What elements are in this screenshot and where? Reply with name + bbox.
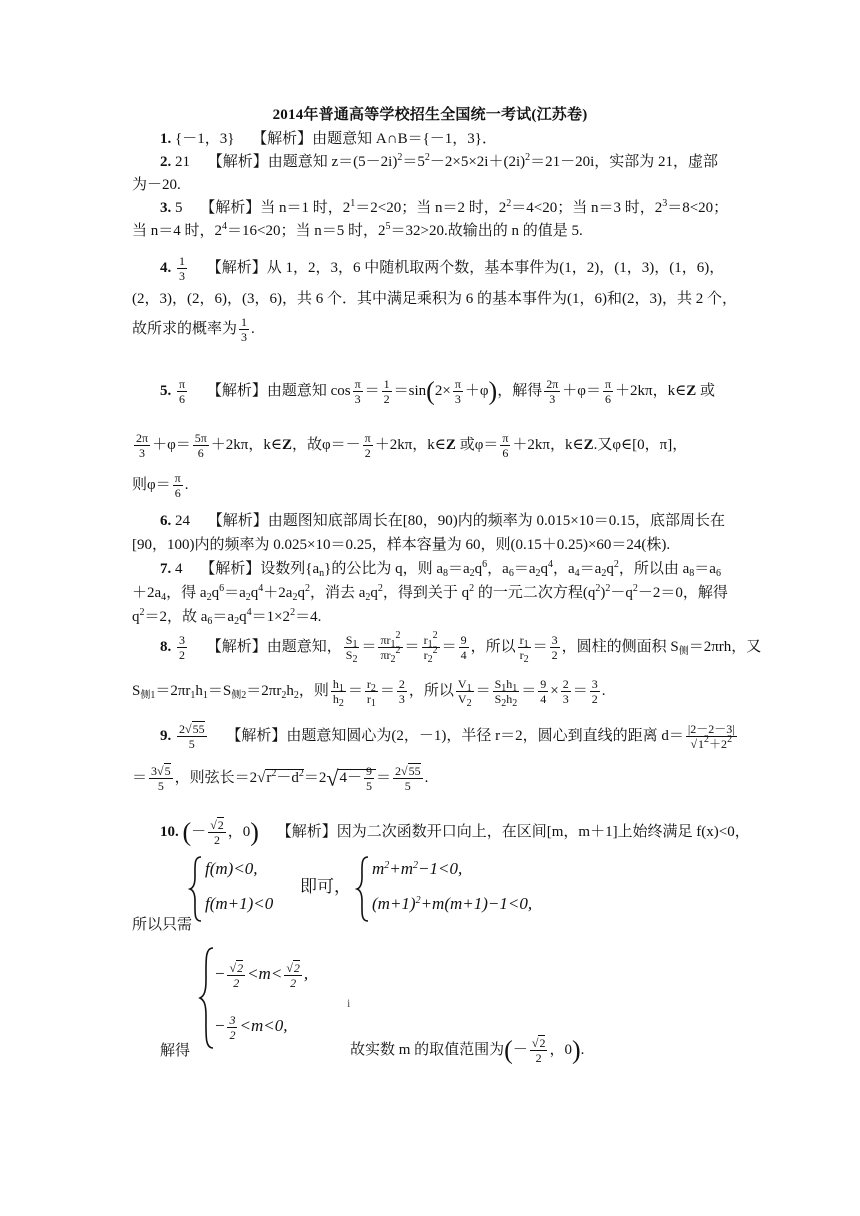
- question-number: 1.: [160, 131, 172, 147]
- analysis-text: $S_{侧1}=2\pi r_1h_1=S_{侧2}=2\pi r_2h_2$，则 $\frac{h_1}{h_2}$ ＝ $\frac{r_2}{r_1}$ ＝ $\frac{2}{3}$ ，所以 $\frac{V_1}{V_2}$ ＝ $\frac{S_1h_1}{S_2h_2}$ ＝ $\frac{9}{4}$ × $\frac{2}{3}$ ＝ $\frac{3}{2}$ .: [132, 677, 606, 710]
- question-8: 8. $\frac{3}{2}$ 【解析】由题意知， $\frac{S_1}{S_2}$ ＝ $\frac{\pi r_1^2}{\pi r_2^2}$ ＝ $\frac{r_1^2}{r_2^2}$ ＝ $\frac{9}{4}$ ，所以 $\frac{r_1}{r_2}$ ＝ $\frac{3}{2}$ ，圆柱的侧面积 $S_侧=2\pi rh$，又: [160, 630, 762, 666]
- analysis-text: $+2a_4$，得 $a_2q^6=a_2q^4+2a_2q^2$，消去 $a_2q^2$，得到关于 $q^2$ 的一元二次方程$(q^2)^2-q^2-2=0$，解得: [132, 583, 728, 603]
- question-1: [160, 128, 497, 150]
- question-number: 5.: [160, 383, 172, 399]
- question-number: 7.: [160, 561, 172, 577]
- analysis-tag: 【解析】: [226, 728, 287, 744]
- answer: 24: [175, 513, 190, 529]
- left-brace: [188, 855, 204, 923]
- condition-line: $(m+1)^2+m(m+1)-1<0$,: [372, 894, 533, 913]
- question-3: 3. 5 【解析】当 n＝1 时，$2^1=2<20$；当 n＝2 时，$2^2=4<20$；当 n＝3 时，$2^3=8<20$；: [160, 198, 729, 216]
- answer-fraction: $\frac{1}{3}$: [179, 254, 185, 284]
- analysis-text: 从 1，2，3，6 中随机取两个数，基本事件为(1，2)，(1，3)，(1，6)，: [266, 260, 725, 276]
- analysis-text: 则φ＝ $\frac{\pi}{6}$ .: [132, 471, 189, 501]
- question-number: 4.: [160, 260, 172, 276]
- question-number: 9.: [160, 728, 172, 744]
- condition-line: f(m+1)<0: [205, 894, 274, 913]
- condition-line: − $\frac{3}{2}$ <m<0,: [214, 1012, 288, 1042]
- condition-line: − $\frac{√2}{2}$ <m< $\frac{√2}{2}$ ,: [214, 960, 309, 990]
- analysis-tag: 【解析】: [206, 260, 267, 276]
- condition-line: f(m)<0,: [205, 859, 258, 878]
- analysis-text: 为－20.: [132, 177, 181, 193]
- analysis-text: $q^2=2$，故 $a_6=a_2q^4=1\times 2^2=4$.: [132, 607, 322, 627]
- answer: 21: [175, 154, 190, 170]
- analysis-text: 由题意知 A∩B＝{－1，3}．: [312, 131, 497, 147]
- answer-interval: (－ $\frac{√2}{2}$ ，0): [182, 817, 259, 848]
- analysis-text: 故所求的概率为 $\frac{1}{3}$ .: [132, 315, 255, 345]
- analysis-text: 当 n＝4 时，$2^4=16<20$；当 n＝5 时，$2^5=32>20$.故输出的 n 的值是 5.: [132, 221, 583, 239]
- analysis-text: 所以只需: [132, 917, 193, 933]
- answer-fraction: $\frac{\pi}{6}$: [179, 377, 186, 407]
- question-number: 6.: [160, 513, 172, 529]
- answer-fraction: $\frac{3}{2}$: [179, 633, 185, 663]
- analysis-tag: 【解析】: [207, 154, 268, 170]
- question-number: 2.: [160, 154, 172, 170]
- question-number: 10.: [160, 824, 179, 840]
- analysis-text: 解得: [160, 1043, 191, 1059]
- question-4: [160, 248, 724, 288]
- page-title: 2014年普通高等学校招生全国统一考试(江苏卷): [272, 107, 588, 123]
- condition-line: $m^2+m^2-1<0$,: [372, 859, 463, 878]
- question-6: [160, 510, 725, 532]
- analysis-text: ＝ $\frac{3√5}{5}$ ，则弦长$=2√r^2-d^2=2√4-$ $\frac{9}{5}$ ＝ $\frac{2√55}{5}$ .: [132, 764, 429, 794]
- analysis-text: $\frac{2\pi}{3}$ ＋φ＝ $\frac{5\pi}{6}$ ＋2kπ，k∈Z，故φ＝－ $\frac{\pi}{2}$ ＋2kπ，k∈Z 或φ＝ $\frac{\pi}{6}$ ＋2kπ，k∈Z.又φ∈[0，π]，: [136, 431, 688, 461]
- analysis-tag: 【解析】: [206, 383, 267, 399]
- analysis-text: 由题图知底部周长在[80，90)内的频率为 0.015×10＝0.15，底部周长在: [267, 513, 725, 529]
- question-5: 5. $\frac{\pi}{6}$ 【解析】由题意知 cos $\frac{\pi}{3}$ ＝ $\frac{1}{2}$ ＝sin(2× $\frac{\pi}{3}$ ＋φ)，解得 $\frac{2\pi}{3}$ ＋φ＝ $\frac{\pi}{6}$ ＋2kπ，k∈Z 或: [160, 376, 715, 407]
- scan-mark: i: [347, 996, 351, 1010]
- question-7: 7. 4 【解析】设数列$\{a_n\}$的公比为 q，则 $a_8=a_2q^6$，$a_6=a_2q^4$，$a_4=a_2q^2$，所以由 $a_8=a_6$: [160, 559, 721, 579]
- analysis-tag: 【解析】: [207, 513, 268, 529]
- question-10: 10. (－ $\frac{√2}{2}$ ，0) 【解析】因为二次函数开口向上，在区间[m，m＋1]上始终满足 f(x)<0，: [160, 817, 750, 848]
- connector-text: 即可，: [300, 877, 351, 896]
- analysis-text: [90，100)内的频率为 0.025×10＝0.25，样本容量为 60，则(0.15＋0.25)×60＝24(株).: [132, 537, 671, 553]
- answer: 5: [175, 200, 183, 216]
- question-2: 2. 21 【解析】由题意知 $z=(5-2i)^2=5^2-2\times 5\times 2i+(2i)^2=21-20i$，实部为 21，虚部: [160, 152, 719, 170]
- analysis-text: 故实数 m 的取值范围为(－ $\frac{√2}{2}$ ，0).: [350, 1035, 585, 1066]
- analysis-tag: 【解析】: [200, 561, 261, 577]
- answer-fraction: $\frac{2√55}{5}$: [179, 722, 205, 752]
- answer: {－1，3}: [175, 131, 235, 147]
- analysis-tag: 【解析】: [252, 131, 313, 147]
- question-number: 8.: [160, 639, 172, 655]
- analysis-text: (2，3)，(2，6)，(3，6)，共 6 个．其中满足乘积为 6 的基本事件为(1，6)和(2，3)，共 2 个，: [132, 291, 737, 307]
- question-9: 9. $\frac{2√55}{5}$ 【解析】由题意知圆心为(2，－1)，半径 r＝2，圆心到直线的距离 d＝ $\frac{|2-2-3|}{√1^2+2^2}$: [160, 722, 735, 752]
- analysis-tag: 【解析】: [276, 824, 337, 840]
- analysis-tag: 【解析】: [206, 639, 267, 655]
- question-number: 3.: [160, 200, 172, 216]
- analysis-text: 由题意知 z＝(5－2i): [267, 154, 398, 170]
- analysis-tag: 【解析】: [200, 200, 261, 216]
- answer: 4: [175, 561, 183, 577]
- left-brace: [355, 855, 371, 923]
